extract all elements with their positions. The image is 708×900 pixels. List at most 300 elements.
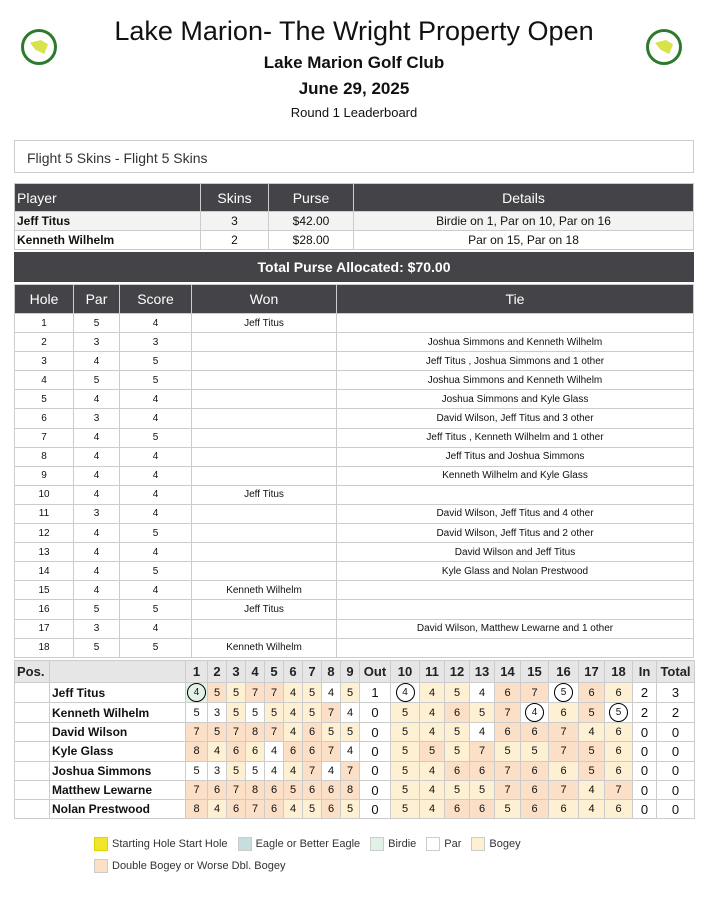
col-hole-17: 17	[579, 661, 605, 683]
hole-score	[549, 780, 579, 799]
score-value: 6	[615, 726, 622, 739]
flight-title: Flight 5 Skins - Flight 5 Skins	[14, 140, 694, 173]
score-value: 4	[428, 803, 436, 816]
score-value: 7	[251, 686, 259, 699]
score-value: 4	[588, 803, 595, 816]
score-value: 6	[232, 803, 240, 816]
skins-purse: $28.00	[269, 231, 354, 250]
score-value: 6	[478, 764, 486, 777]
hole-hole: 10	[15, 485, 74, 504]
hole-score	[470, 761, 495, 780]
hole-hole: 4	[15, 371, 74, 390]
total-purse: Total Purse Allocated: $70.00	[14, 252, 694, 282]
hole-score	[186, 723, 208, 742]
hole-score: 5	[120, 600, 192, 619]
hole-won	[192, 504, 337, 523]
score-value: 5	[588, 764, 595, 777]
hole-tie: Kyle Glass and Nolan Prestwood	[337, 562, 694, 581]
score-value: 4	[289, 764, 297, 777]
col-hole-16: 16	[549, 661, 579, 683]
hole-score	[470, 703, 495, 723]
hole-score	[322, 761, 341, 780]
col-skins: Skins	[201, 184, 269, 212]
hole-score	[549, 703, 579, 723]
score-value: 4	[289, 726, 297, 739]
col-name	[50, 661, 186, 683]
score-value: 7	[251, 803, 259, 816]
hole-score	[208, 683, 227, 703]
player-name: Kyle Glass	[50, 742, 186, 761]
player-name: Joshua Simmons	[50, 761, 186, 780]
score-value: 4	[270, 764, 278, 777]
score-value: 6	[504, 686, 511, 699]
scorecard-grid	[14, 660, 695, 819]
hole-score	[303, 703, 322, 723]
score-value: 4	[588, 784, 595, 797]
hole-won	[192, 409, 337, 428]
skins-details: Par on 15, Par on 18	[354, 231, 694, 250]
score-value: 5	[478, 784, 486, 797]
player-row	[15, 742, 695, 761]
hole-score	[470, 683, 495, 703]
hole-row	[15, 543, 694, 562]
skins-player: Kenneth Wilhelm	[15, 231, 201, 250]
total-skins: 0	[657, 742, 695, 761]
hole-score	[579, 780, 605, 799]
score-value: 7	[193, 784, 200, 797]
hole-won	[192, 524, 337, 543]
score-value: 5	[401, 784, 409, 797]
hole-score: 4	[120, 447, 192, 466]
hole-score	[391, 742, 420, 761]
hole-won	[192, 562, 337, 581]
hole-score	[521, 800, 549, 819]
in-skins: 2	[633, 683, 657, 703]
player-pos	[15, 683, 50, 703]
event-title: Lake Marion- The Wright Property Open	[114, 16, 594, 46]
score-value: 5	[478, 706, 486, 719]
hole-tie: David Wilson, Jeff Titus and 4 other	[337, 504, 694, 523]
player-name: Kenneth Wilhelm	[50, 703, 186, 723]
score-value: 6	[560, 706, 567, 719]
hole-score	[208, 703, 227, 723]
hole-score	[246, 800, 265, 819]
score-value: 4	[428, 686, 436, 699]
hole-hole: 9	[15, 466, 74, 485]
score-value: 7	[504, 706, 511, 719]
hole-hole: 8	[15, 447, 74, 466]
score-value: 8	[193, 745, 200, 758]
hole-score	[579, 703, 605, 723]
legend-swatch	[426, 837, 440, 851]
col-hole-3: 3	[227, 661, 246, 683]
score-value: 7	[531, 686, 538, 699]
hole-score	[341, 723, 360, 742]
col-out: Out	[360, 661, 391, 683]
col-in: In	[633, 661, 657, 683]
score-value: 5	[193, 706, 200, 719]
hole-par: 3	[74, 333, 120, 352]
score-value: 6	[615, 745, 622, 758]
hole-hole: 17	[15, 619, 74, 638]
score-value: 5	[504, 745, 511, 758]
hole-won	[192, 619, 337, 638]
score-value: 6	[453, 803, 461, 816]
score-value: 7	[560, 745, 567, 758]
hole-score	[303, 761, 322, 780]
score-value: 4	[478, 686, 486, 699]
hole-score	[420, 761, 445, 780]
legend-label: Par	[444, 838, 462, 850]
hole-hole: 16	[15, 600, 74, 619]
col-hole-13: 13	[470, 661, 495, 683]
in-skins: 0	[633, 742, 657, 761]
score-value: 5	[193, 764, 200, 777]
player-pos	[15, 723, 50, 742]
hole-score: 4	[120, 466, 192, 485]
score-value: 4	[346, 706, 354, 719]
hole-score: 5	[120, 352, 192, 371]
hole-tie: David Wilson, Jeff Titus and 3 other	[337, 409, 694, 428]
in-skins: 0	[633, 723, 657, 742]
total-skins: 3	[657, 683, 695, 703]
hole-score	[284, 780, 303, 799]
hole-score	[246, 723, 265, 742]
hole-score	[579, 800, 605, 819]
score-value: 5	[428, 745, 436, 758]
col-hole-15: 15	[521, 661, 549, 683]
skin-won-score: 4	[396, 683, 415, 702]
hole-score	[420, 703, 445, 723]
hole-par: 5	[74, 371, 120, 390]
hole-score	[227, 723, 246, 742]
hole-score	[495, 761, 521, 780]
hole-score	[265, 723, 284, 742]
score-value: 6	[327, 803, 335, 816]
hole-won	[192, 333, 337, 352]
score-value: 5	[401, 706, 409, 719]
player-name: David Wilson	[50, 723, 186, 742]
hole-score	[208, 780, 227, 799]
hole-score	[470, 800, 495, 819]
score-value: 7	[270, 726, 278, 739]
hole-won	[192, 352, 337, 371]
col-details: Details	[354, 184, 694, 212]
hole-score	[341, 780, 360, 799]
col-won: Won	[192, 285, 337, 314]
score-value: 7	[308, 764, 316, 777]
player-pos	[15, 703, 50, 723]
hole-score	[284, 683, 303, 703]
col-hole-8: 8	[322, 661, 341, 683]
hole-score	[208, 723, 227, 742]
hole-score: 5	[120, 638, 192, 657]
skin-won-score: 5	[609, 703, 628, 722]
hole-score	[227, 780, 246, 799]
hole-score	[579, 761, 605, 780]
score-value: 4	[428, 764, 436, 777]
hole-score	[579, 683, 605, 703]
score-value: 5	[588, 706, 595, 719]
skin-won-score: 5	[554, 683, 573, 702]
player-row	[15, 703, 695, 723]
score-value: 5	[401, 726, 409, 739]
hole-row	[15, 504, 694, 523]
col-par: Par	[74, 285, 120, 314]
score-value: 7	[560, 784, 567, 797]
total-skins: 2	[657, 703, 695, 723]
legend-label: Birdie	[388, 838, 417, 850]
hole-won	[192, 428, 337, 447]
hole-won: Kenneth Wilhelm	[192, 638, 337, 657]
hole-tie: Jeff Titus , Joshua Simmons and 1 other	[337, 352, 694, 371]
skins-row	[15, 212, 694, 231]
score-value: 5	[346, 686, 354, 699]
hole-score	[303, 683, 322, 703]
score-value: 7	[327, 745, 335, 758]
score-value: 6	[270, 803, 278, 816]
score-value: 5	[308, 803, 316, 816]
score-value: 6	[308, 745, 316, 758]
hole-score	[549, 723, 579, 742]
legend-label: Double Bogey or Worse Dbl. Bogey	[112, 860, 286, 872]
score-value: 8	[346, 784, 354, 797]
hole-score	[445, 800, 470, 819]
hole-row	[15, 428, 694, 447]
score-value: 5	[308, 706, 316, 719]
hole-won: Jeff Titus	[192, 485, 337, 504]
col-hole-2: 2	[208, 661, 227, 683]
score-value: 5	[232, 764, 240, 777]
hole-score	[322, 683, 341, 703]
score-value: 6	[531, 764, 538, 777]
hole-score	[341, 703, 360, 723]
hole-hole: 3	[15, 352, 74, 371]
score-value: 6	[270, 784, 278, 797]
score-value: 7	[327, 706, 335, 719]
skins-player: Jeff Titus	[15, 212, 201, 231]
hole-score	[445, 761, 470, 780]
hole-score	[322, 723, 341, 742]
hole-par: 5	[74, 638, 120, 657]
hole-score	[470, 742, 495, 761]
out-skins: 0	[360, 703, 391, 723]
hole-score	[303, 742, 322, 761]
hole-score	[284, 742, 303, 761]
hole-row	[15, 485, 694, 504]
col-hole-18: 18	[605, 661, 633, 683]
hole-score	[341, 800, 360, 819]
hole-score	[246, 780, 265, 799]
hole-tie: David Wilson and Jeff Titus	[337, 543, 694, 562]
in-skins: 0	[633, 761, 657, 780]
hole-score: 4	[120, 409, 192, 428]
total-skins: 0	[657, 723, 695, 742]
hole-score: 4	[120, 619, 192, 638]
score-value: 5	[232, 706, 240, 719]
score-value: 5	[401, 803, 409, 816]
hole-score	[322, 780, 341, 799]
hole-hole: 14	[15, 562, 74, 581]
hole-par: 4	[74, 352, 120, 371]
hole-hole: 1	[15, 314, 74, 333]
hole-won: Jeff Titus	[192, 314, 337, 333]
hole-score	[227, 742, 246, 761]
color-legend	[90, 833, 540, 877]
hole-score	[265, 780, 284, 799]
total-skins: 0	[657, 761, 695, 780]
hole-par: 3	[74, 504, 120, 523]
score-value: 6	[251, 745, 259, 758]
legend-label: Bogey	[489, 838, 521, 850]
hole-score	[265, 683, 284, 703]
col-hole-14: 14	[495, 661, 521, 683]
hole-score	[495, 742, 521, 761]
hole-par: 4	[74, 466, 120, 485]
out-skins: 0	[360, 761, 391, 780]
hole-score	[521, 761, 549, 780]
score-value: 6	[504, 726, 511, 739]
col-hole-5: 5	[265, 661, 284, 683]
player-pos	[15, 761, 50, 780]
score-value: 5	[346, 803, 354, 816]
hole-tie: Kenneth Wilhelm and Kyle Glass	[337, 466, 694, 485]
hole-hole: 6	[15, 409, 74, 428]
hole-score	[265, 761, 284, 780]
col-hole-7: 7	[303, 661, 322, 683]
hole-par: 4	[74, 428, 120, 447]
hole-score	[495, 703, 521, 723]
in-skins: 0	[633, 780, 657, 799]
hole-score	[521, 703, 549, 723]
hole-won: Kenneth Wilhelm	[192, 581, 337, 600]
score-value: 5	[453, 726, 461, 739]
score-value: 4	[289, 686, 297, 699]
player-pos	[15, 800, 50, 819]
hole-hole: 15	[15, 581, 74, 600]
legend-swatch	[94, 837, 108, 851]
hole-won	[192, 371, 337, 390]
hole-score	[495, 800, 521, 819]
score-value: 5	[213, 726, 221, 739]
hole-row	[15, 562, 694, 581]
score-value: 5	[346, 726, 354, 739]
hole-score	[579, 742, 605, 761]
hole-score	[246, 683, 265, 703]
hole-par: 5	[74, 314, 120, 333]
round-label: Round 1 Leaderboard	[290, 105, 418, 120]
score-value: 6	[615, 803, 622, 816]
legend-swatch	[94, 859, 108, 873]
legend-label: Starting Hole Start Hole	[112, 838, 228, 850]
hole-score	[322, 800, 341, 819]
hole-score	[227, 800, 246, 819]
score-value: 5	[531, 745, 538, 758]
hole-score: 5	[120, 562, 192, 581]
score-value: 8	[251, 726, 259, 739]
hole-score: 5	[120, 524, 192, 543]
score-value: 7	[615, 784, 622, 797]
score-value: 5	[453, 745, 461, 758]
hole-score: 4	[120, 543, 192, 562]
hole-row	[15, 333, 694, 352]
hole-won	[192, 447, 337, 466]
hole-score	[605, 683, 633, 703]
score-value: 5	[401, 745, 409, 758]
score-value: 5	[588, 745, 595, 758]
hole-score	[284, 703, 303, 723]
skins-skins: 2	[201, 231, 269, 250]
hole-tie: David Wilson, Jeff Titus and 2 other	[337, 524, 694, 543]
hole-score	[265, 742, 284, 761]
club-name: Lake Marion Golf Club	[263, 53, 445, 72]
score-value: 6	[588, 686, 595, 699]
hole-tie: Joshua Simmons and Kenneth Wilhelm	[337, 333, 694, 352]
hole-row	[15, 409, 694, 428]
hole-score	[391, 800, 420, 819]
score-value: 5	[232, 686, 240, 699]
hole-won	[192, 466, 337, 485]
out-skins: 0	[360, 742, 391, 761]
hole-score	[521, 742, 549, 761]
hole-par: 4	[74, 447, 120, 466]
col-hole-4: 4	[246, 661, 265, 683]
hole-score: 4	[120, 390, 192, 409]
hole-score	[303, 723, 322, 742]
hole-score	[549, 761, 579, 780]
col-tie: Tie	[337, 285, 694, 314]
out-skins: 0	[360, 723, 391, 742]
player-row	[15, 780, 695, 799]
hole-row	[15, 371, 694, 390]
hole-score	[391, 703, 420, 723]
hole-row	[15, 447, 694, 466]
score-value: 7	[504, 764, 511, 777]
score-value: 7	[232, 784, 240, 797]
hole-hole: 2	[15, 333, 74, 352]
score-value: 7	[504, 784, 511, 797]
player-row	[15, 683, 695, 703]
hole-score: 4	[120, 504, 192, 523]
score-value: 5	[504, 803, 511, 816]
hole-score	[186, 761, 208, 780]
hole-score: 4	[120, 581, 192, 600]
hole-par: 4	[74, 390, 120, 409]
page-header	[0, 14, 708, 120]
score-value: 5	[453, 784, 461, 797]
hole-score	[391, 761, 420, 780]
hole-score	[470, 780, 495, 799]
hole-row	[15, 581, 694, 600]
score-value: 6	[453, 764, 461, 777]
hole-score: 5	[120, 371, 192, 390]
score-value: 4	[213, 745, 221, 758]
out-skins: 1	[360, 683, 391, 703]
hole-score	[549, 742, 579, 761]
score-value: 7	[560, 726, 567, 739]
score-value: 7	[193, 726, 200, 739]
hole-tie	[337, 314, 694, 333]
hole-score	[420, 742, 445, 761]
hole-score	[265, 703, 284, 723]
hole-score	[186, 780, 208, 799]
holes-table	[14, 284, 694, 658]
score-value: 5	[327, 726, 335, 739]
hole-score	[605, 800, 633, 819]
score-value: 4	[270, 745, 278, 758]
hole-par: 4	[74, 485, 120, 504]
col-pos: Pos.	[15, 661, 50, 683]
